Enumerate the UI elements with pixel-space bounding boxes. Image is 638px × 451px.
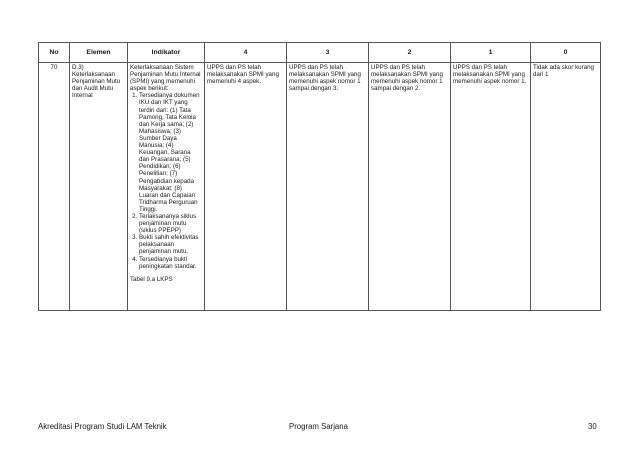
rubric-table [38,42,601,311]
header-row [39,43,601,63]
table-row [39,63,601,311]
header-score-3: 3 [287,43,369,63]
cell-no: 70 [39,63,70,311]
footer-program: Program Sarjana [289,422,348,431]
cell-score-3: UPPS dan PS telah melaksanakan SPMI yang memenuhi aspek nomor 1 sampai dengan 3. [287,63,369,311]
cell-score-2: UPPS dan PS telah melaksanakan SPMI yang memenuhi aspek nomor 1 sampai dengan 2. [369,63,451,311]
footer-title: Akreditasi Program Studi LAM Teknik [38,422,167,431]
indikator-item-1: 1. Tersedianya dokumen IKU dan IKT yang terdiri dari: (1) Tata Pamong, Tata Kelola dan Kerja sama; (2) Mahasiswa; (3) Sumber Daya Manusia; (4) Keuangan, Sarana dan Prasarana; (5) Pendidikan; (6) Penelitian; (7) Pengabdian kepada Masyarakat; (8) Luaran dan Capaian Tridharma Perguruan Tinggi. [139,92,202,213]
header-no: No [39,43,70,63]
cell-indikator [128,63,205,311]
header-indikator: Indikator [128,43,205,63]
cell-score-0: Tidak ada skor kurang dari 1 [531,63,601,311]
indikator-list [130,92,202,269]
cell-score-4: UPPS dan PS telah melaksanakan SPMI yang memenuhi 4 aspek. [205,63,287,311]
indikator-intro: Keterlaksanaan Sistem Penjaminan Mutu Internal (SPMI) yang memenuhi aspek berikut: [130,64,201,93]
cell-elemen: D.3) Keterlaksanaan Penjaminan Mutu dan Audit Mutu Internal [70,63,128,311]
cell-score-1: UPPS dan PS telah melaksanakan SPMI yang memenuhi aspek nomor 1. [451,63,531,311]
header-score-1: 1 [451,43,531,63]
indikator-item-2: 2. Terlaksananya siklus penjaminan mutu (siklus PPEPP) [139,213,202,234]
header-score-4: 4 [205,43,287,63]
header-elemen: Elemen [70,43,128,63]
page-number: 30 [588,422,597,431]
indikator-item-3: 3. Bukti sahih efektivitas pelaksanaan penjaminan mutu. [139,234,202,255]
indikator-reference: Tabel 9.a LKPS [130,275,173,283]
header-score-2: 2 [369,43,451,63]
indikator-item-4: 4. Tersedianya bukti peningkatan standar. [139,256,202,270]
header-score-0: 0 [531,43,601,63]
